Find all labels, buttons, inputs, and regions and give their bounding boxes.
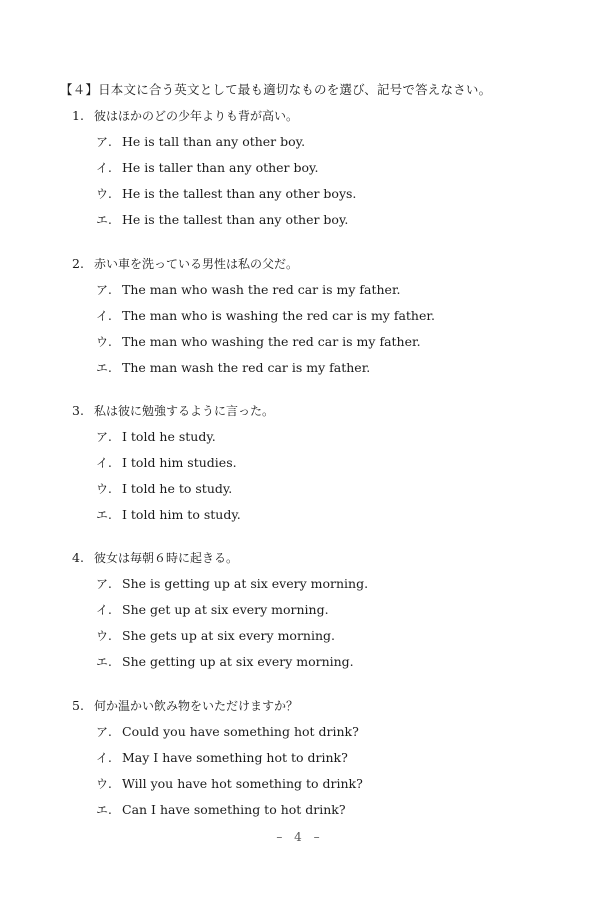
choice-label: エ.: [96, 802, 112, 817]
question-prompt: [72, 397, 572, 423]
choice-list: [72, 570, 572, 674]
choice-a: [72, 128, 572, 154]
choice-label: エ.: [96, 507, 112, 522]
question-prompt: [72, 544, 572, 570]
choice-label: エ.: [96, 212, 112, 227]
choice-label: ア.: [96, 429, 112, 444]
question-number: 5.: [72, 697, 84, 713]
choice-b: [72, 744, 572, 770]
choice-b: [72, 596, 572, 622]
question-number: 3.: [72, 402, 84, 418]
choice-list: [72, 718, 572, 822]
choice-label: ア.: [96, 282, 112, 297]
choice-label: イ.: [96, 455, 112, 470]
choice-text: He is the tallest than any other boys.: [122, 185, 357, 201]
choice-list: [72, 128, 572, 232]
choice-text: She get up at six every morning.: [122, 601, 329, 617]
choice-text: He is the tallest than any other boy.: [122, 211, 349, 227]
question-3: [72, 397, 572, 527]
page-number: – 4 –: [276, 830, 324, 844]
question-5: [72, 692, 572, 822]
choice-text: I told him to study.: [122, 506, 241, 522]
choice-text: I told he to study.: [122, 480, 233, 496]
choice-text: The man wash the red car is my father.: [122, 359, 371, 375]
choice-label: ウ.: [96, 628, 112, 643]
choice-label: エ.: [96, 360, 112, 375]
choice-text: Will you have hot something to drink?: [122, 775, 363, 791]
choice-label: エ.: [96, 654, 112, 669]
choice-a: [72, 276, 572, 302]
choice-text: He is taller than any other boy.: [122, 159, 319, 175]
choice-text: Could you have something hot drink?: [122, 723, 359, 739]
question-number: 2.: [72, 255, 84, 271]
question-4: [72, 544, 572, 674]
question-prompt: [72, 102, 572, 128]
choice-text: The man who wash the red car is my father.: [122, 281, 401, 297]
choice-c: [72, 622, 572, 648]
choice-text: The man who is washing the red car is my father.: [122, 307, 435, 323]
choice-label: ウ.: [96, 776, 112, 791]
choice-d: [72, 648, 572, 674]
choice-text: She getting up at six every morning.: [122, 653, 354, 669]
question-2: [72, 250, 572, 380]
choice-c: [72, 180, 572, 206]
section-instructions: 【４】日本文に合う英文として最も適切なものを選び、記号で答えなさい。: [60, 82, 492, 97]
choice-text: May I have something hot to drink?: [122, 749, 348, 765]
choice-b: [72, 449, 572, 475]
question-number: 4.: [72, 549, 84, 565]
choice-c: [72, 328, 572, 354]
choice-b: [72, 154, 572, 180]
choice-label: ウ.: [96, 481, 112, 496]
choice-text: I told he study.: [122, 428, 216, 444]
choice-label: ア.: [96, 724, 112, 739]
choice-label: ウ.: [96, 334, 112, 349]
japanese-sentence: 何か温かい飲み物をいただけますか？: [94, 698, 299, 713]
choice-label: イ.: [96, 750, 112, 765]
choice-d: [72, 501, 572, 527]
question-number: 1.: [72, 107, 84, 123]
choice-a: [72, 570, 572, 596]
choice-text: The man who washing the red car is my father.: [122, 333, 421, 349]
choice-list: [72, 423, 572, 527]
japanese-sentence: 赤い車を洗っている男性は私の父だ。: [94, 256, 299, 271]
choice-label: ア.: [96, 576, 112, 591]
choice-text: He is tall than any other boy.: [122, 133, 306, 149]
choice-text: She gets up at six every morning.: [122, 627, 336, 643]
choice-c: [72, 475, 572, 501]
choice-label: ア.: [96, 134, 112, 149]
choice-b: [72, 302, 572, 328]
choice-d: [72, 206, 572, 232]
question-prompt: [72, 250, 572, 276]
question-1: [72, 102, 572, 232]
choice-label: ウ.: [96, 186, 112, 201]
choice-text: Can I have something to hot drink?: [122, 801, 346, 817]
japanese-sentence: 彼女は毎朝６時に起きる。: [94, 550, 239, 565]
choice-c: [72, 770, 572, 796]
choice-label: イ.: [96, 602, 112, 617]
japanese-sentence: 彼はほかのどの少年よりも背が高い。: [94, 108, 299, 123]
question-prompt: [72, 692, 572, 718]
choice-list: [72, 276, 572, 380]
choice-text: She is getting up at six every morning.: [122, 575, 369, 591]
choice-a: [72, 423, 572, 449]
choice-d: [72, 354, 572, 380]
japanese-sentence: 私は彼に勉強するように言った。: [94, 403, 275, 418]
choice-a: [72, 718, 572, 744]
choice-text: I told him studies.: [122, 454, 237, 470]
choice-label: イ.: [96, 308, 112, 323]
choice-d: [72, 796, 572, 822]
choice-label: イ.: [96, 160, 112, 175]
